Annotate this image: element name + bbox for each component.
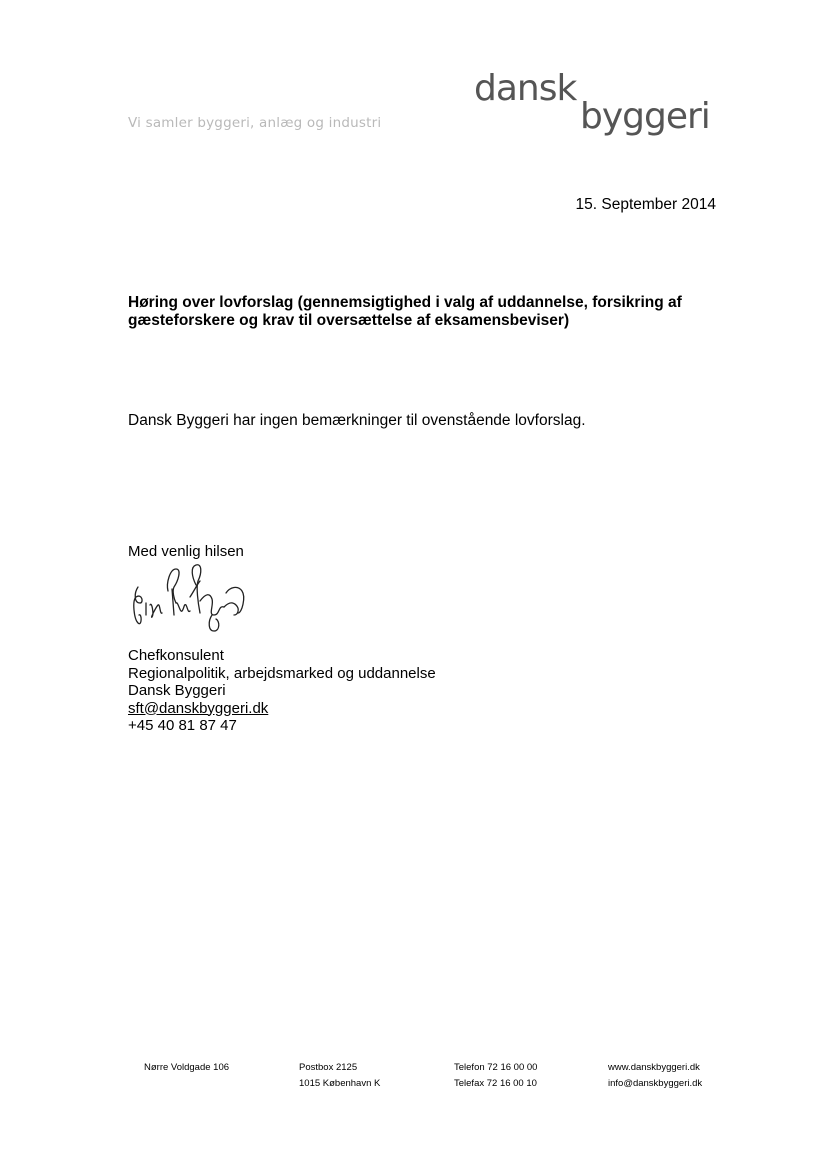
signer-organization: Dansk Byggeri [128,682,226,699]
tagline: Vi samler byggeri, anlæg og industri [128,115,382,131]
logo-text-bottom: byggeri [580,96,710,137]
footer-info-email-link[interactable]: info@danskbyggeri.dk [608,1078,703,1089]
letter-body: Dansk Byggeri har ingen bemærkninger til ovenstående lovforslag. [128,412,586,429]
footer-postal [299,1060,380,1092]
footer-city: 1015 København K [299,1078,381,1089]
footer-telephone: Telefon 72 16 00 00 [454,1062,538,1073]
footer-phone-fax [454,1060,537,1092]
letter-subject: Høring over lovforslag (gennemsigtighed i valg af uddannelse, forsikring af gæsteforskere og krav til oversættelse af eksamensbeviser) [128,294,682,329]
logo-text-top: dansk [474,70,577,109]
handwritten-signature [128,563,246,641]
closing-greeting: Med venlig hilsen [128,543,244,560]
signer-department: Regionalpolitik, arbejdsmarked og uddannelse [128,664,436,682]
signature-block [128,647,436,735]
dansk-byggeri-logo [472,70,722,140]
signer-phone: +45 40 81 87 47 [128,717,237,734]
signer-title: Chefkonsulent [128,647,224,664]
footer-website-link[interactable]: www.danskbyggeri.dk [608,1062,700,1073]
signer-email-link[interactable]: sft@danskbyggeri.dk [128,699,269,717]
letter-date: 15. September 2014 [575,196,716,213]
footer-postbox: Postbox 2125 [299,1062,358,1073]
footer-web [608,1060,702,1092]
footer-street: Nørre Voldgade 106 [144,1062,230,1073]
footer-telefax: Telefax 72 16 00 10 [454,1078,537,1089]
footer-address [144,1060,229,1076]
